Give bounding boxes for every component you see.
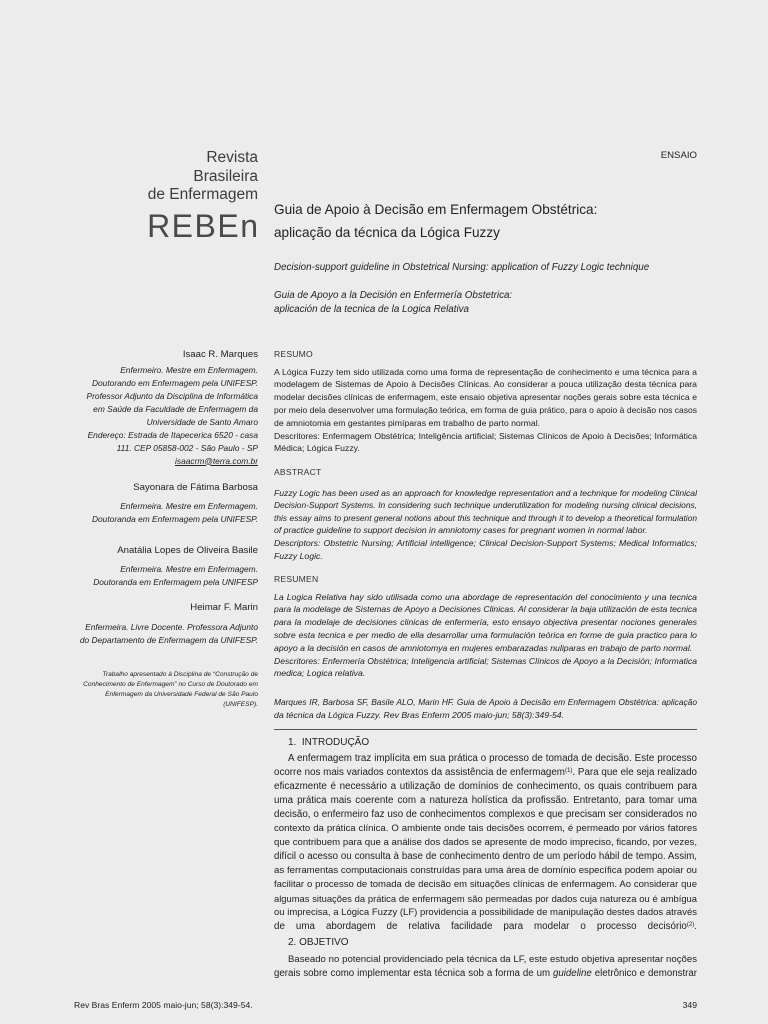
intro-line: ou imprecisa, a Lógica Fuzzy (LF) providencia a possibilidade de manipulação destes dados através: [274, 907, 697, 918]
bio-line: Endereço: Estrada de Itapecerica 6520 - casa: [87, 429, 258, 440]
citation-line: Marques IR, Barbosa SF, Basile ALO, Marin HF. Guia de Apoio à Decisão em Enfermagem Obstétrica: aplicação: [274, 696, 697, 707]
bio-line: Universidade de Santo Amaro: [146, 416, 258, 427]
author-block: [70, 348, 258, 361]
author-name: Heimar F. Marin: [190, 601, 258, 613]
bio-line: Enfermeira. Mestre em Enfermagem.: [120, 563, 258, 574]
resumo-line: de amniotomia em gestantes pimíparas em trabalho de parto normal.: [274, 417, 541, 428]
objetivo-line-text: eletrônico e demonstrar: [591, 968, 697, 979]
objetivo-line-text: gerais sobre como implementar esta técnica sob a forma de um: [274, 968, 553, 979]
abstract-line: Decision-Support Systems. In considering such technique underutilization for modeling nursing clinical decisions,: [274, 500, 697, 511]
bio-line: Enfermeiro. Mestre em Enfermagem.: [120, 364, 258, 375]
article-title-es: [274, 289, 697, 317]
journal-acronym: REBEn: [147, 208, 260, 244]
journal-name-line-1: Revista: [206, 149, 258, 166]
abstract-line: of practice guideline to support decision in amniotomy cases for pregnant women in normal labor.: [274, 525, 648, 536]
intro-line: decisão, o enfermeiro faz uso de conhecimentos complexos e que precisam ser considerados no: [274, 809, 697, 820]
intro-line-text: .: [694, 921, 697, 932]
intro-line: que contribuem para que a análise dos dados se apresente de modo impreciso, ficando, por vezes,: [274, 837, 697, 848]
objetivo-line: [274, 967, 697, 981]
bio-line: Doutorando em Enfermagem pela UNIFESP.: [91, 377, 258, 388]
intro-line: A enfermagem traz implícita em sua prática o processo de tomada de decisão. Este processo: [288, 753, 697, 764]
intro-line: contexto da prática clínica. O ambiente onde tais decisões ocorrem, é permeado por vários fatores: [274, 823, 697, 834]
resumen-heading: RESUMEN: [274, 574, 319, 584]
author-name: Anatália Lopes de Oliveira Basile: [117, 544, 258, 556]
note-line: Enfermagem da Universidade Federal de São Paulo: [105, 691, 258, 698]
bio-line: Doutoranda em Enfermagem pela UNIFESP: [93, 576, 258, 587]
title-es-line: Guia de Apoyo a la Decisión en Enfermería Obstetrica:: [274, 290, 513, 301]
resumo-line: A Lógica Fuzzy tem sido utilizada como uma forma de representação de conhecimento e uma técnica para a: [274, 366, 697, 377]
abstract-heading: ABSTRACT: [274, 467, 322, 477]
bio-line: 111. CEP 05858-002 - São Paulo - SP: [116, 442, 258, 453]
resumo-keywords-line: Descritores: Enfermagem Obstétrica; Inteligência artificial; Sistemas Clínicos de Apoio à Decisões; Informática: [274, 430, 697, 441]
author-block: [70, 544, 258, 557]
objetivo-line: Baseado no potencial providenciado pela técnica da LF, este estudo objetiva apresentar noções: [288, 954, 697, 965]
resumo-heading: RESUMO: [274, 349, 313, 359]
intro-line-text: ocorre nos mais variados contextos da assistência de enfermagem: [274, 767, 565, 778]
title-line: Guia de Apoio à Decisão em Enfermagem Obstétrica:: [274, 201, 598, 217]
resumo-keywords-line: Médica; Lógica Fuzzy.: [274, 443, 360, 454]
bio-line: Enfermeira. Mestre em Enfermagem.: [120, 500, 258, 511]
author-name: Isaac R. Marques: [182, 348, 258, 360]
resumen-text: [274, 591, 697, 681]
abstract-line: this essay aims to present general notions about this technique and through it to develop a theoretical formulation: [274, 512, 697, 523]
author-email-link[interactable]: isaacrm@terra.com.br: [175, 455, 258, 466]
resumen-keywords-line: Descritores: Enfermería Obstétrica; Inteligencia artificial; Sistemas Clínicos de Apoyo a la Decisión; Informatica: [274, 655, 697, 666]
title-line: aplicação da técnica da Lógica Fuzzy: [274, 224, 500, 240]
intro-line: as ferramentas computacionais construídas para uma área de domínio específica podem apoiar ou: [274, 865, 697, 876]
intro-line: eficazmente é necessário a utilização de domínios de conhecimento, os quais contribuem para: [274, 781, 697, 792]
abstract-keywords-line: Fuzzy Logic.: [274, 550, 323, 561]
intro-line: facilitar o processo de tomada de decisão em situações clínicas de enfermagem. Ao considerar que: [274, 879, 697, 890]
author-email-row: [70, 455, 258, 468]
journal-name-line-3: de Enfermagem: [147, 186, 258, 203]
bio-line: Enfermeira. Livre Docente. Professora Adjunto: [85, 621, 258, 632]
note-line: Trabalho apresentado à Disciplina de “Construção de: [102, 671, 258, 678]
author-bio: [70, 364, 258, 468]
resumo-text: [274, 366, 697, 456]
intro-line-text: . Para que ele seja realizado: [572, 767, 697, 778]
article-title-en: Decision-support guideline in Obstetrical Nursing: application of Fuzzy Logic technique: [274, 262, 650, 273]
abstract-text: [274, 487, 697, 563]
intro-heading: 1. INTRODUÇÃO: [288, 737, 370, 748]
page-number: 349: [682, 1000, 697, 1010]
intro-line-text: de uma abordagem de relativa facilidade para modelar o processo decisório: [274, 921, 687, 932]
emphasis-term: guideline: [552, 968, 592, 979]
intro-line: [274, 766, 697, 780]
author-block: [70, 601, 258, 614]
resumo-line: modelar decisões clínicas de enfermagem, este ensaio objetiva apresentar noções gerais sobre esta técnica e: [274, 392, 697, 403]
article-title-pt: [274, 198, 697, 244]
reference-marker: (2): [686, 921, 695, 928]
journal-name-line-2: Brasileira: [193, 167, 258, 185]
citation: [274, 696, 697, 722]
abstract-line: Fuzzy Logic has been used as an approach for knowledge representation and a technique for modeling Clinical: [274, 487, 697, 498]
intro-line: [274, 920, 697, 934]
intro-line: difícil o acesso ou consulta à base de conhecimento dentro de um período hábil de tempo. Assim,: [274, 851, 697, 862]
author-bio: [70, 621, 258, 647]
intro-line: uma prática mais coerente com a natureza holística da profissão. Entretanto, para tomar uma: [274, 795, 697, 806]
resumen-line: para la modelage de Sistemas de Apoyo a Decisiones Clinicas. Al considerar la baja utilización de esta tecnica: [274, 604, 697, 615]
bio-line: Doutoranda em Enfermagem pela UNIFESP.: [91, 513, 258, 524]
bio-line: em Saúde da Faculdade de Enfermagem da: [93, 403, 258, 414]
objetivo-text: [274, 953, 697, 981]
journal-masthead: [147, 149, 258, 244]
author-bio: [70, 563, 258, 589]
bio-line: Professor Adjunto da Disciplina de Informática: [86, 390, 258, 401]
author-block: [70, 481, 258, 494]
resumo-line: modelagem de Sistemas de Apoio à Decisões Clínicas. Ao considerar a pouca utilização desta técnica para: [274, 379, 697, 390]
note-line: Conhecimento de Enfermagem” no Curso de Doutorado em: [83, 681, 258, 688]
section-label: ENSAIO: [660, 150, 697, 161]
bio-line: do Departamento de Enfermagem da UNIFESP.: [79, 634, 258, 645]
resumen-line: sobre esta tecnica e per medio de ella desarrollar uma formulación teórica en forme de guia practico para lo: [274, 629, 697, 640]
resumen-keywords-line: medica; Logica relativa.: [274, 668, 366, 679]
reference-marker: (1): [564, 767, 573, 774]
author-bio: [70, 500, 258, 526]
presentation-note: [70, 670, 258, 710]
resumen-line: apoyo a la decisión en casos de amniotomya en mujeres embarazadas nuliparas en trabajo de parto normal.: [274, 642, 693, 653]
abstract-keywords-line: Descriptors: Obstetric Nursing; Artificial intelligence; Clinical Decision-Support Systems; Medical Informatics;: [274, 538, 697, 549]
resumen-line: La Logica Relativa hay sido utilisada como una abordage de representación del conocimiento y una tecnica: [274, 591, 697, 602]
section-divider: [274, 729, 697, 730]
resumen-line: para la modelaje de decisiones clinicas de enfermería, esto ensayo objectiva presentar nociones generales: [274, 617, 697, 628]
footer-citation: Rev Bras Enferm 2005 maio-jun; 58(3):349-54.: [74, 1000, 253, 1010]
objetivo-heading: 2. OBJETIVO: [288, 937, 349, 948]
intro-text: [274, 752, 697, 934]
resumo-line: por meio dela desenvolver uma formulação teórica, em forma de guia prático, para o apoio à decisão nos casos: [274, 404, 697, 415]
author-name: Sayonara de Fátima Barbosa: [133, 481, 258, 493]
title-es-line: aplicación de la tecnica de la Logica Relativa: [274, 304, 469, 315]
citation-line: da técnica da Lógica Fuzzy. Rev Bras Enferm 2005 maio-jun; 58(3):349-54.: [274, 709, 565, 720]
note-line: (UNIFESP).: [223, 701, 258, 708]
intro-line: algumas situações da prática de enfermagem são permeadas por dados cuja natureza ou é ambígua: [274, 893, 697, 904]
